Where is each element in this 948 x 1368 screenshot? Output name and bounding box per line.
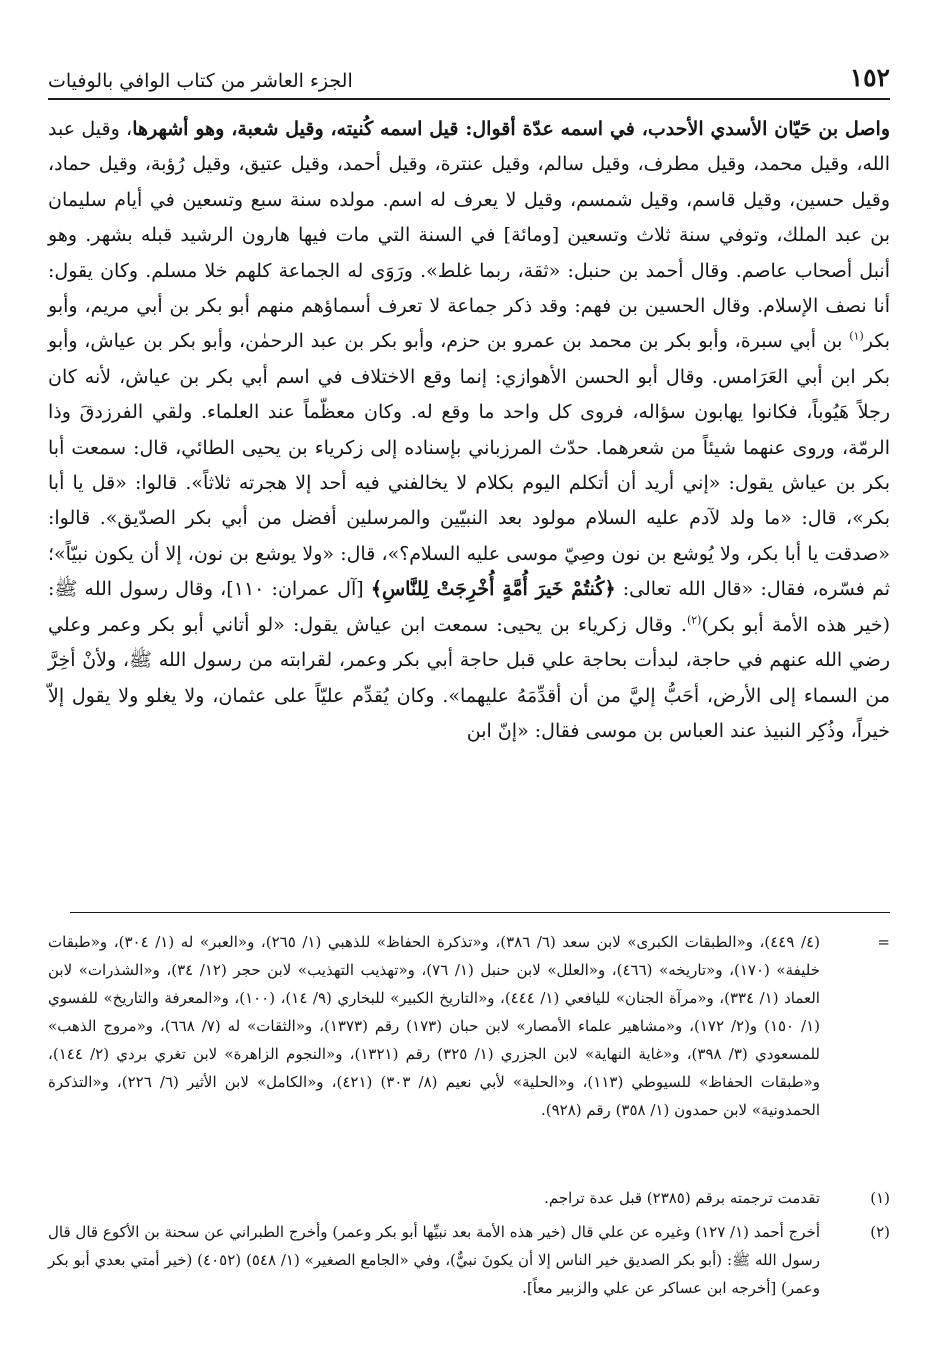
body-text: ، وقيل عبد الله، وقيل محمد، وقيل مطرف، وقيل سالم، وقيل عنترة، وقيل أحمد، وقيل عتيق، وقيل رُؤبة، وقيل حماد، وقيل حسين، وقيل قاسم، وقيل شمسم، وقيل لا يعرف له اسم. مولده سنة سبع وتسعين في أيام سليمان بن عبد الملك، وتوفي سنة ثلاث وتسعين [ومائة] في السنة التي مات فيها هارون الرشيد قبله بشهر. وهو أنبل أصحاب عاصم. وقال أحمد بن حنبل: «ثقة، ربما غلط». ورَوَى له الجماعة كلهم خلا مسلم. وكان يقول: أنا نصف الإسلام. وقال الحسين بن فهم: وقد ذكر جماعة لا تعرف أسماؤهم منهم أبو بكر بن أبي مريم، وأبو بكر <box>48 118 890 353</box>
footnote-1-text: تقدمت ترجمته برقم (٢٣٨٥) قبل عدة تراجم. <box>544 1189 820 1207</box>
page-number: ١٥٢ <box>849 63 890 92</box>
footnote-ref-2[interactable]: (٢) <box>686 613 702 627</box>
footnote-1-marker: (١) <box>870 1189 890 1207</box>
running-title: الجزء العاشر من كتاب الوافي بالوفيات <box>48 70 353 92</box>
footnote-ref-1[interactable]: (١) <box>849 330 864 344</box>
footnote-continuation-text: (٤/ ٤٤٩)، و«الطبقات الكبرى» لابن سعد (٦/ ٣٨٦)، و«تذكرة الحفاظ» للذهبي (١/ ٢٦٥)، و«العبر» له (١/ ٣٠٤)، و«طبقات خليفة» (١٧٠)، و«تاريخه» (٤٦٦)، و«العلل» لابن حنبل (١/ ٧٦)، و«تهذيب التهذيب» لابن حجر (١٢/ ٣٤)، و«الشذرات» لابن العماد (١/ ٣٣٤)، و«مرآة الجنان» لليافعي (١/ ٤٤٤)، و«التاريخ الكبير» للبخاري (٩/ ١٤)، (١٠٠)، و«المعرفة والتاريخ» للفسوي (١/ ١٥٠) و(٢/ ١٧٢)، و«مشاهير علماء الأمصار» لابن حبان (١٧٣) رقم (١٣٧٣)، و«الثقات» له (٧/ ٦٦٨)، و«مروج الذهب» للمسعودي (٣/ ٣٩٨)، و«غاية النهاية» لابن الجزري (١/ ٣٢٥) رقم (١٣٢١)، و«النجوم الزاهرة» لابن تغري بردي (٢/ ١٤٤)، و«طبقات الحفاظ» للسيوطي (١١٣)، و«الحلية» لأبي نعيم (٨/ ٣٠٣) (٤٢١)، و«الكامل» لابن الأثير (٦/ ٢٢٦)، و«التذكرة الحمدونية» لابن حمدون (١/ ٣٥٨) رقم (٩٢٨). <box>48 933 820 1119</box>
body-text: . وقال زكرياء بن يحيى: سمعت ابن عياش يقول: «لو أتاني أبو بكر وعمر وعلي رضي الله عنهم في حاجة، لبدأت بحاجة علي قبل حاجة أبي بكر وعمر، لقرابته من رسول الله ﷺ، ولأنْ أخِرَّ من السماء إلى الأرض، أحَبُّ إليَّ من أن أقدِّمَهُ عليهما». وكان يُقدِّم عليّاً على عثمان، ولا يغلو ولا يقول إلاّ خيراً، وذُكِر النبيذ عند العباس بن موسى فقال: «إنّ ابن <box>48 613 890 742</box>
footnote-1 <box>48 1184 890 1212</box>
footnote-continuation-marker: = <box>877 933 890 951</box>
running-head <box>48 52 890 100</box>
main-text <box>48 112 890 749</box>
footnote-2-text: أخرج أحمد (١/ ١٢٧) وغيره عن علي قال (خير هذه الأمة بعد نبيِّها أبو بكر وعمر) وأخرج الطبراني عن سحنة بن الأكوع قال قال رسول الله ﷺ: (أبو بكر الصديق خير الناس إلا أن يكونَ نبيٌّ)، وفي «الجامع الصغير» (١/ ٥٤٨) (٤٠٥٢) (خير أمتي بعدي أبو بكر وعمر) [أخرجه ابن عساكر عن علي والزبير معاً]. <box>48 1223 820 1297</box>
quran-verse: ﴿كُنتُمْ خَيرَ أُمَّةٍ أُخْرِجَتْ لِلنَّاسِ﴾ <box>370 578 616 601</box>
body-text: [آل عمران: ١١٠]، وقال رسول الله ﷺ: (خير هذه الأمة أبو بكر) <box>48 578 890 636</box>
footnote-continuation <box>48 928 890 1124</box>
footnote-2-marker: (٢) <box>870 1223 890 1241</box>
footnote-2 <box>48 1218 890 1302</box>
body-text: بن أبي سبرة، وأبو بكر بن محمد بن عمرو بن حزم، وأبو بكر بن عبد الرحمٰن، وأبو بكر بن عياش، وأبو بكر ابن أبي العَرَامس. وقال أبو الحسن الأهوازي: إنما وقع الاختلاف في اسم أبي بكر بن عياش، لأنه كان رجلاً هَيُوباً، فكانوا يهابون سؤاله، فروى كل واحد ما وقع له. وكان معظّماً عند العلماء. ولقي الفرزدقَ وذا الرمّة، وروى عنهما شيئاً من شعرهما. حدّث المرزباني بإسناده إلى زكرياء بن يحيى الطائي، قال: سمعت أبا بكر بن عياش يقول: «إني أريد أن أتكلم اليوم بكلام لا يخالفني فيه أحد إلا هجرته ثلاثاً». قالوا: «قل يا أبا بكر»، قال: «ما ولد لآدم عليه السلام مولود بعد النبيّين والمرسلين أفضل من أبي بكر الصدّيق». قالوا: «صدقت يا أبا بكر، ولا يُوشع بن نون وصِيّ موسى عليه السلام؟»، قال: «ولا يوشع بن نون، إلا أن يكون نبيّاً»؛ ثم فسّره، فقال: «قال الله تعالى: <box>48 330 891 601</box>
footnote-separator <box>70 912 890 913</box>
entry-heading: واصل بن حَيّان الأسدي الأحدب، في اسمه عدّة أقوال: قيل اسمه كُنيته، وقيل شعبة، وهو أشهرها <box>132 118 890 140</box>
